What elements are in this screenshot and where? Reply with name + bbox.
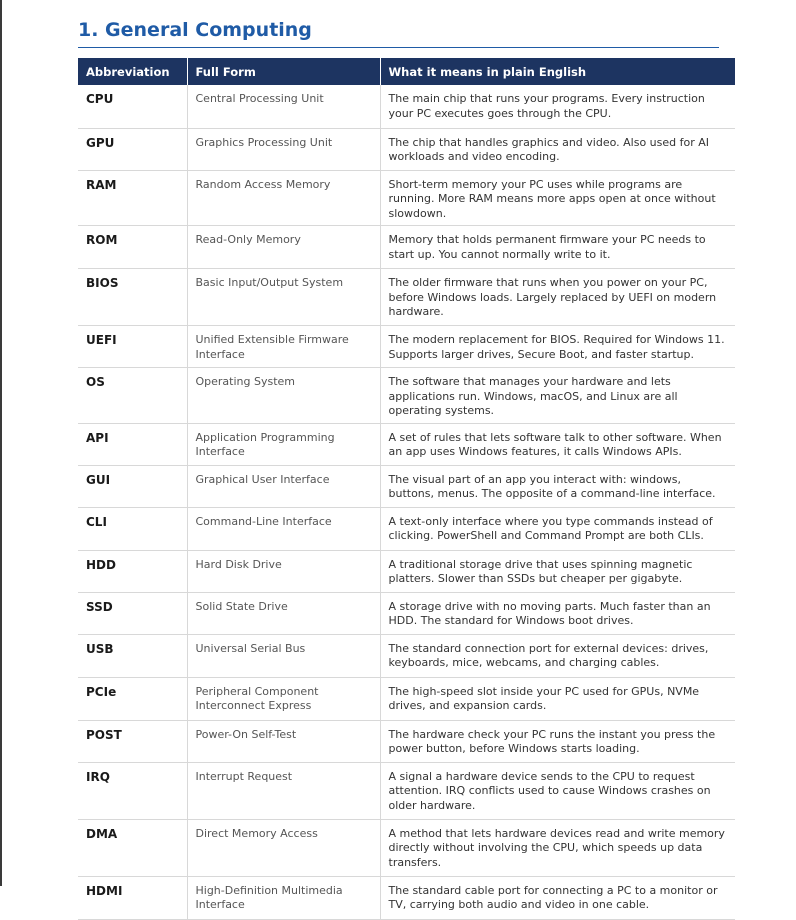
table-row bbox=[78, 368, 735, 424]
table-row bbox=[78, 762, 735, 819]
abbreviation-cell: SSD bbox=[78, 592, 187, 634]
table-header bbox=[78, 58, 735, 85]
full-form-cell: Graphics Processing Unit bbox=[187, 128, 380, 170]
abbreviation-cell: OS bbox=[78, 368, 187, 424]
table-row bbox=[78, 677, 735, 720]
abbreviation-cell: IRQ bbox=[78, 762, 187, 819]
full-form-cell: Universal Serial Bus bbox=[187, 634, 380, 677]
table-body bbox=[78, 85, 735, 919]
full-form-cell: Peripheral Component Interconnect Express bbox=[187, 677, 380, 720]
abbreviation-cell: GPU bbox=[78, 128, 187, 170]
table-row bbox=[78, 720, 735, 762]
full-form-cell: Basic Input/Output System bbox=[187, 269, 380, 326]
description-cell: The standard connection port for external devices: drives, keyboards, mice, webcams, and charging cables. bbox=[380, 634, 735, 677]
table-row bbox=[78, 876, 735, 919]
abbreviation-cell: ROM bbox=[78, 226, 187, 269]
header-plain-english: What it means in plain English bbox=[380, 58, 735, 85]
description-cell: A traditional storage drive that uses spinning magnetic platters. Slower than SSDs but cheaper per gigabyte. bbox=[380, 550, 735, 592]
abbreviation-cell: CLI bbox=[78, 507, 187, 550]
full-form-cell: Operating System bbox=[187, 368, 380, 424]
abbreviation-cell: API bbox=[78, 423, 187, 465]
abbreviation-cell: USB bbox=[78, 634, 187, 677]
full-form-cell: Random Access Memory bbox=[187, 170, 380, 226]
full-form-cell: Interrupt Request bbox=[187, 762, 380, 819]
table-row bbox=[78, 819, 735, 876]
table-row bbox=[78, 85, 735, 128]
description-cell: The chip that handles graphics and video. Also used for AI workloads and video encoding. bbox=[380, 128, 735, 170]
full-form-cell: Graphical User Interface bbox=[187, 465, 380, 507]
full-form-cell: Unified Extensible Firmware Interface bbox=[187, 326, 380, 368]
abbreviation-cell: DMA bbox=[78, 819, 187, 876]
description-cell: The visual part of an app you interact with: windows, buttons, menus. The opposite of a command-line interface. bbox=[380, 465, 735, 507]
description-cell: The modern replacement for BIOS. Required for Windows 11. Supports larger drives, Secure Boot, and faster startup. bbox=[380, 326, 735, 368]
table-row bbox=[78, 550, 735, 592]
description-cell: Short-term memory your PC uses while programs are running. More RAM means more apps open at once without slowdown. bbox=[380, 170, 735, 226]
description-cell: A method that lets hardware devices read and write memory directly without involving the CPU, which speeds up data transfers. bbox=[380, 819, 735, 876]
full-form-cell: Application Programming Interface bbox=[187, 423, 380, 465]
table-row bbox=[78, 423, 735, 465]
full-form-cell: Central Processing Unit bbox=[187, 85, 380, 128]
header-row bbox=[78, 58, 735, 85]
description-cell: The standard cable port for connecting a PC to a monitor or TV, carrying both audio and video in one cable. bbox=[380, 876, 735, 919]
abbreviation-cell: HDD bbox=[78, 550, 187, 592]
header-full-form: Full Form bbox=[187, 58, 380, 85]
description-cell: A signal a hardware device sends to the CPU to request attention. IRQ conflicts used to cause Windows crashes on older hardware. bbox=[380, 762, 735, 819]
full-form-cell: Direct Memory Access bbox=[187, 819, 380, 876]
abbreviation-table bbox=[78, 58, 735, 920]
abbreviation-cell: RAM bbox=[78, 170, 187, 226]
table-row bbox=[78, 507, 735, 550]
full-form-cell: High-Definition Multimedia Interface bbox=[187, 876, 380, 919]
title-divider bbox=[78, 47, 719, 48]
table-row bbox=[78, 634, 735, 677]
description-cell: Memory that holds permanent firmware your PC needs to start up. You cannot normally write to it. bbox=[380, 226, 735, 269]
description-cell: The older firmware that runs when you power on your PC, before Windows loads. Largely replaced by UEFI on modern hardware. bbox=[380, 269, 735, 326]
description-cell: The hardware check your PC runs the instant you press the power button, before Windows starts loading. bbox=[380, 720, 735, 762]
abbreviation-cell: BIOS bbox=[78, 269, 187, 326]
abbreviation-cell: POST bbox=[78, 720, 187, 762]
abbreviation-cell: PCIe bbox=[78, 677, 187, 720]
table-row bbox=[78, 128, 735, 170]
table-row bbox=[78, 226, 735, 269]
table-row bbox=[78, 326, 735, 368]
description-cell: A storage drive with no moving parts. Much faster than an HDD. The standard for Windows boot drives. bbox=[380, 592, 735, 634]
full-form-cell: Solid State Drive bbox=[187, 592, 380, 634]
abbreviation-cell: HDMI bbox=[78, 876, 187, 919]
table-row bbox=[78, 170, 735, 226]
description-cell: The software that manages your hardware and lets applications run. Windows, macOS, and Linux are all operating systems. bbox=[380, 368, 735, 424]
header-abbreviation: Abbreviation bbox=[78, 58, 187, 85]
full-form-cell: Hard Disk Drive bbox=[187, 550, 380, 592]
table-row bbox=[78, 592, 735, 634]
description-cell: A text-only interface where you type commands instead of clicking. PowerShell and Command Prompt are both CLIs. bbox=[380, 507, 735, 550]
abbreviation-cell: UEFI bbox=[78, 326, 187, 368]
description-cell: A set of rules that lets software talk to other software. When an app uses Windows features, it calls Windows APIs. bbox=[380, 423, 735, 465]
description-cell: The high-speed slot inside your PC used for GPUs, NVMe drives, and expansion cards. bbox=[380, 677, 735, 720]
full-form-cell: Read-Only Memory bbox=[187, 226, 380, 269]
table-row bbox=[78, 269, 735, 326]
section-title: 1. General Computing bbox=[78, 19, 312, 41]
table-row bbox=[78, 465, 735, 507]
page-left-edge bbox=[0, 0, 2, 886]
abbreviation-cell: GUI bbox=[78, 465, 187, 507]
full-form-cell: Command-Line Interface bbox=[187, 507, 380, 550]
description-cell: The main chip that runs your programs. Every instruction your PC executes goes through the CPU. bbox=[380, 85, 735, 128]
abbreviation-cell: CPU bbox=[78, 85, 187, 128]
full-form-cell: Power-On Self-Test bbox=[187, 720, 380, 762]
